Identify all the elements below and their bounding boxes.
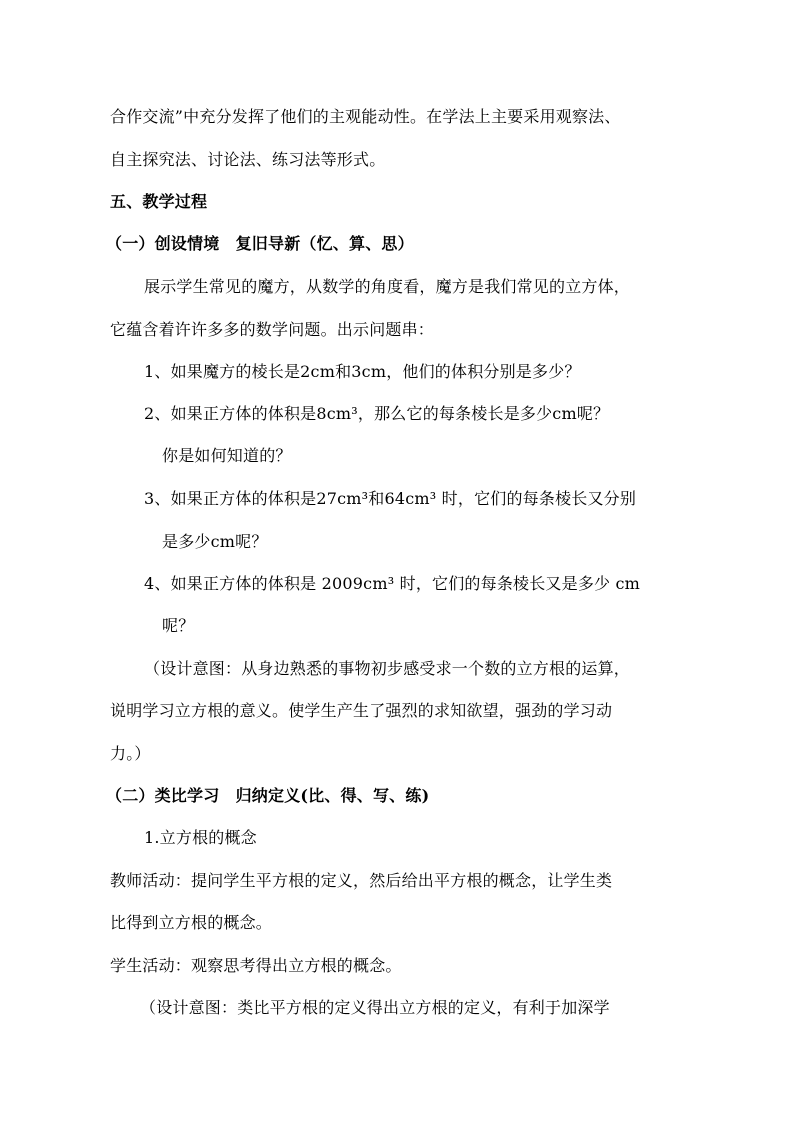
question-item: 3、如果正方体的体积是27cm³和64cm³ 时，它们的每条棱长又分别 bbox=[144, 489, 637, 508]
question-item: 2、如果正方体的体积是8cm³，那么它的每条棱长是多少cm呢？ bbox=[144, 404, 610, 423]
paragraph-line: 合作交流”中充分发挥了他们的主观能动性。在学法上主要采用观察法、 bbox=[110, 107, 621, 126]
question-item: 1、如果魔方的棱长是2cm和3cm，他们的体积分别是多少？ bbox=[144, 362, 581, 381]
paragraph-line: 学生活动：观察思考得出立方根的概念。 bbox=[110, 956, 402, 975]
paragraph-line: 教师活动：提问学生平方根的定义，然后给出平方根的概念，让学生类 bbox=[110, 871, 613, 890]
paragraph-line: 比得到立方根的概念。 bbox=[110, 913, 273, 932]
design-note-line: （设计意图：从身边熟悉的事物初步感受求一个数的立方根的运算， bbox=[144, 659, 631, 678]
question-item: 4、如果正方体的体积是 2009cm³ 时，它们的每条棱长又是多少 cm bbox=[144, 574, 641, 593]
topic-heading: 1.立方根的概念 bbox=[144, 828, 257, 847]
design-note-line: 力。） bbox=[110, 744, 151, 763]
paragraph-line: 展示学生常见的魔方，从数学的角度看，魔方是我们常见的立方体， bbox=[144, 277, 631, 296]
section-heading: 五、教学过程 bbox=[110, 192, 208, 211]
paragraph-line: 自主探究法、讨论法、练习法等形式。 bbox=[110, 150, 386, 169]
design-note-line: （设计意图：类比平方根的定义得出立方根的定义，有利于加深学 bbox=[140, 998, 610, 1017]
question-item-continuation: 你是如何知道的？ bbox=[162, 446, 292, 465]
question-item-continuation: 是多少cm呢？ bbox=[162, 532, 268, 551]
subsection-heading: （一）创设情境 复旧导新（忆、算、思） bbox=[106, 234, 414, 253]
subsection-heading: （二）类比学习 归纳定义(比、得、写、练) bbox=[106, 786, 430, 805]
paragraph-line: 它蕴含着许许多多的数学问题。出示问题串： bbox=[110, 320, 435, 339]
question-item-continuation: 呢？ bbox=[162, 616, 195, 635]
design-note-line: 说明学习立方根的意义。使学生产生了强烈的求知欲望，强劲的学习动 bbox=[110, 701, 613, 720]
